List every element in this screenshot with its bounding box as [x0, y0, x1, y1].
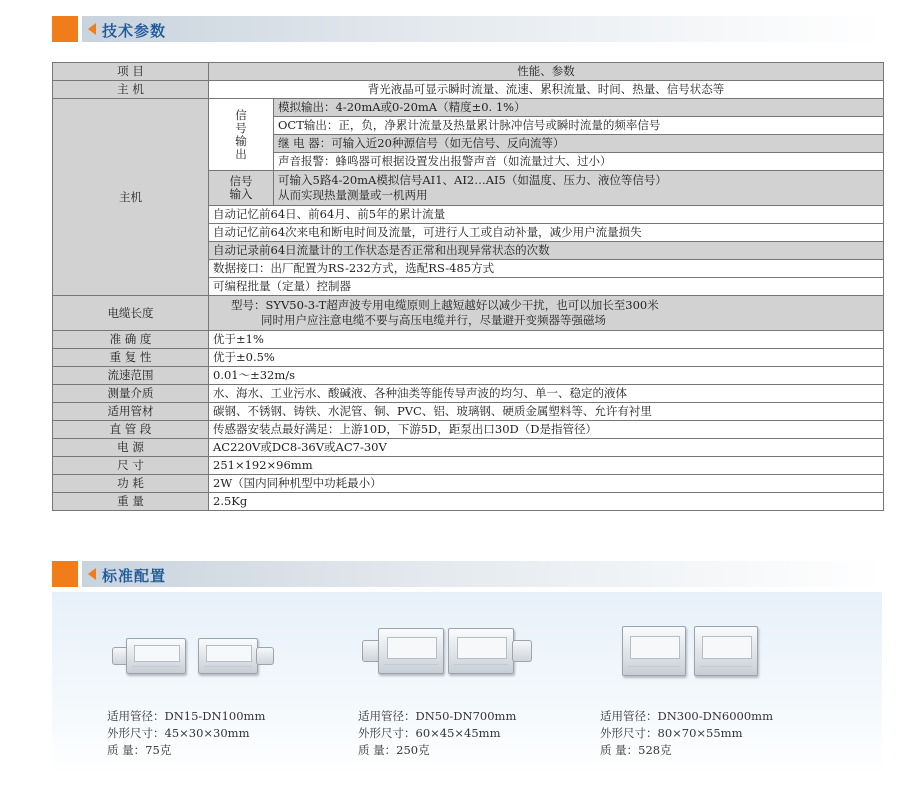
orange-square-marker — [52, 16, 78, 42]
triangle-marker-icon — [88, 23, 96, 35]
signal-input-label: 信号输入 — [209, 171, 274, 206]
row-value: 碳钢、不锈钢、铸铁、水泥管、铜、PVC、铝、玻璃钢、硬质金属塑料等、允许有衬里 — [209, 403, 884, 421]
cable-line: 同时用户应注意电缆不要与高压电缆并行，尽量避开变频器等强磁场 — [261, 313, 606, 327]
row-label: 适用管材 — [53, 403, 209, 421]
row-label: 功 耗 — [53, 475, 209, 493]
config-2-pipe: 适用管径：DN50-DN700mm — [358, 709, 517, 723]
cable-label: 电缆长度 — [53, 296, 209, 331]
config-1-weight: 质 量：75克 — [107, 743, 172, 757]
table-row — [53, 475, 884, 493]
config-1-size: 外形尺寸：45×30×30mm — [107, 726, 250, 740]
signal-input-line: 从而实现热量测量或一机两用 — [278, 188, 428, 202]
row-label: 电 源 — [53, 439, 209, 457]
table-row — [53, 367, 884, 385]
table-row — [53, 99, 884, 117]
table-row — [53, 331, 884, 349]
row-value: 水、海水、工业污水、酸碱液、各种油类等能传导声波的均匀、单一、稳定的液体 — [209, 385, 884, 403]
feature-value: 可编程批量（定量）控制器 — [209, 278, 884, 296]
row-value: 2.5Kg — [209, 493, 884, 511]
config-3-weight: 质 量：528克 — [600, 743, 672, 757]
row-value: 优于±1% — [209, 331, 884, 349]
row-label: 流速范围 — [53, 367, 209, 385]
feature-value: 自动记忆前64次来电和断电时间及流量，可进行人工或自动补量，减少用户流量损失 — [209, 224, 884, 242]
signal-output-value: 声音报警：蜂鸣器可根据设置发出报警声音（如流量过大、过小） — [274, 153, 884, 171]
header-gradient-bar — [82, 561, 882, 587]
row-value: 背光液晶可显示瞬时流量、流速、累积流量、时间、热量、信号状态等 — [209, 81, 884, 99]
header-item: 项 目 — [53, 63, 209, 81]
table-row — [53, 421, 884, 439]
table-row — [53, 81, 884, 99]
header-gradient-bar — [82, 16, 882, 42]
row-value: 传感器安装点最好满足：上游10D，下游5D，距泵出口30D（D是指管径） — [209, 421, 884, 439]
row-label: 准 确 度 — [53, 331, 209, 349]
row-value: 251×192×96mm — [209, 457, 884, 475]
tech-section-header — [52, 16, 882, 42]
signal-input-line: 可输入5路4-20mA模拟信号AI1、AI2…AI5（如温度、压力、液位等信号） — [278, 173, 667, 187]
config-2-size: 外形尺寸：60×45×45mm — [358, 726, 501, 740]
host-label: 主机 — [53, 99, 209, 296]
row-value: 优于±0.5% — [209, 349, 884, 367]
cable-value — [209, 296, 884, 331]
transducer-large-image — [622, 622, 782, 682]
row-label: 直 管 段 — [53, 421, 209, 439]
standard-config-panel — [52, 592, 882, 778]
config-section-title: 标准配置 — [102, 567, 167, 585]
signal-input-value — [274, 171, 884, 206]
config-section-header — [52, 561, 882, 587]
config-3-pipe: 适用管径：DN300-DN6000mm — [600, 709, 773, 723]
row-label: 重 复 性 — [53, 349, 209, 367]
signal-output-label: 信号输出 — [209, 99, 274, 171]
cable-line: 型号：SYV50-3-T超声波专用电缆原则上越短越好以减少干扰，也可以加长至300米 — [231, 298, 659, 312]
table-row — [53, 439, 884, 457]
tech-section-title: 技术参数 — [102, 22, 167, 40]
transducer-medium-image — [362, 622, 562, 682]
triangle-marker-icon — [88, 568, 96, 580]
row-label: 尺 寸 — [53, 457, 209, 475]
header-perf: 性能、参数 — [209, 63, 884, 81]
row-label: 主 机 — [53, 81, 209, 99]
table-row — [53, 403, 884, 421]
table-row — [53, 493, 884, 511]
row-value: 2W（国内同种机型中功耗最小） — [209, 475, 884, 493]
signal-output-value: 继 电 器：可输入近20种源信号（如无信号、反向流等） — [274, 135, 884, 153]
table-row — [53, 457, 884, 475]
spec-table — [52, 62, 884, 511]
feature-value: 数据接口：出厂配置为RS-232方式，选配RS-485方式 — [209, 260, 884, 278]
row-label: 测量介质 — [53, 385, 209, 403]
orange-square-marker — [52, 561, 78, 587]
config-1-pipe: 适用管径：DN15-DN100mm — [107, 709, 266, 723]
signal-output-value: OCT输出：正，负，净累计流量及热量累计脉冲信号或瞬时流量的频率信号 — [274, 117, 884, 135]
table-row — [53, 385, 884, 403]
row-label: 重 量 — [53, 493, 209, 511]
transducer-small-image — [112, 632, 312, 682]
row-value: AC220V或DC8-36V或AC7-30V — [209, 439, 884, 457]
signal-output-value: 模拟输出：4-20mA或0-20mA（精度±0. 1%） — [274, 99, 884, 117]
row-value: 0.01～±32m/s — [209, 367, 884, 385]
config-3-size: 外形尺寸：80×70×55mm — [600, 726, 743, 740]
config-2-weight: 质 量：250克 — [358, 743, 430, 757]
table-header-row — [53, 63, 884, 81]
feature-value: 自动记录前64日流量计的工作状态是否正常和出现异常状态的次数 — [209, 242, 884, 260]
table-row — [53, 296, 884, 331]
feature-value: 自动记忆前64日、前64月、前5年的累计流量 — [209, 206, 884, 224]
table-row — [53, 349, 884, 367]
